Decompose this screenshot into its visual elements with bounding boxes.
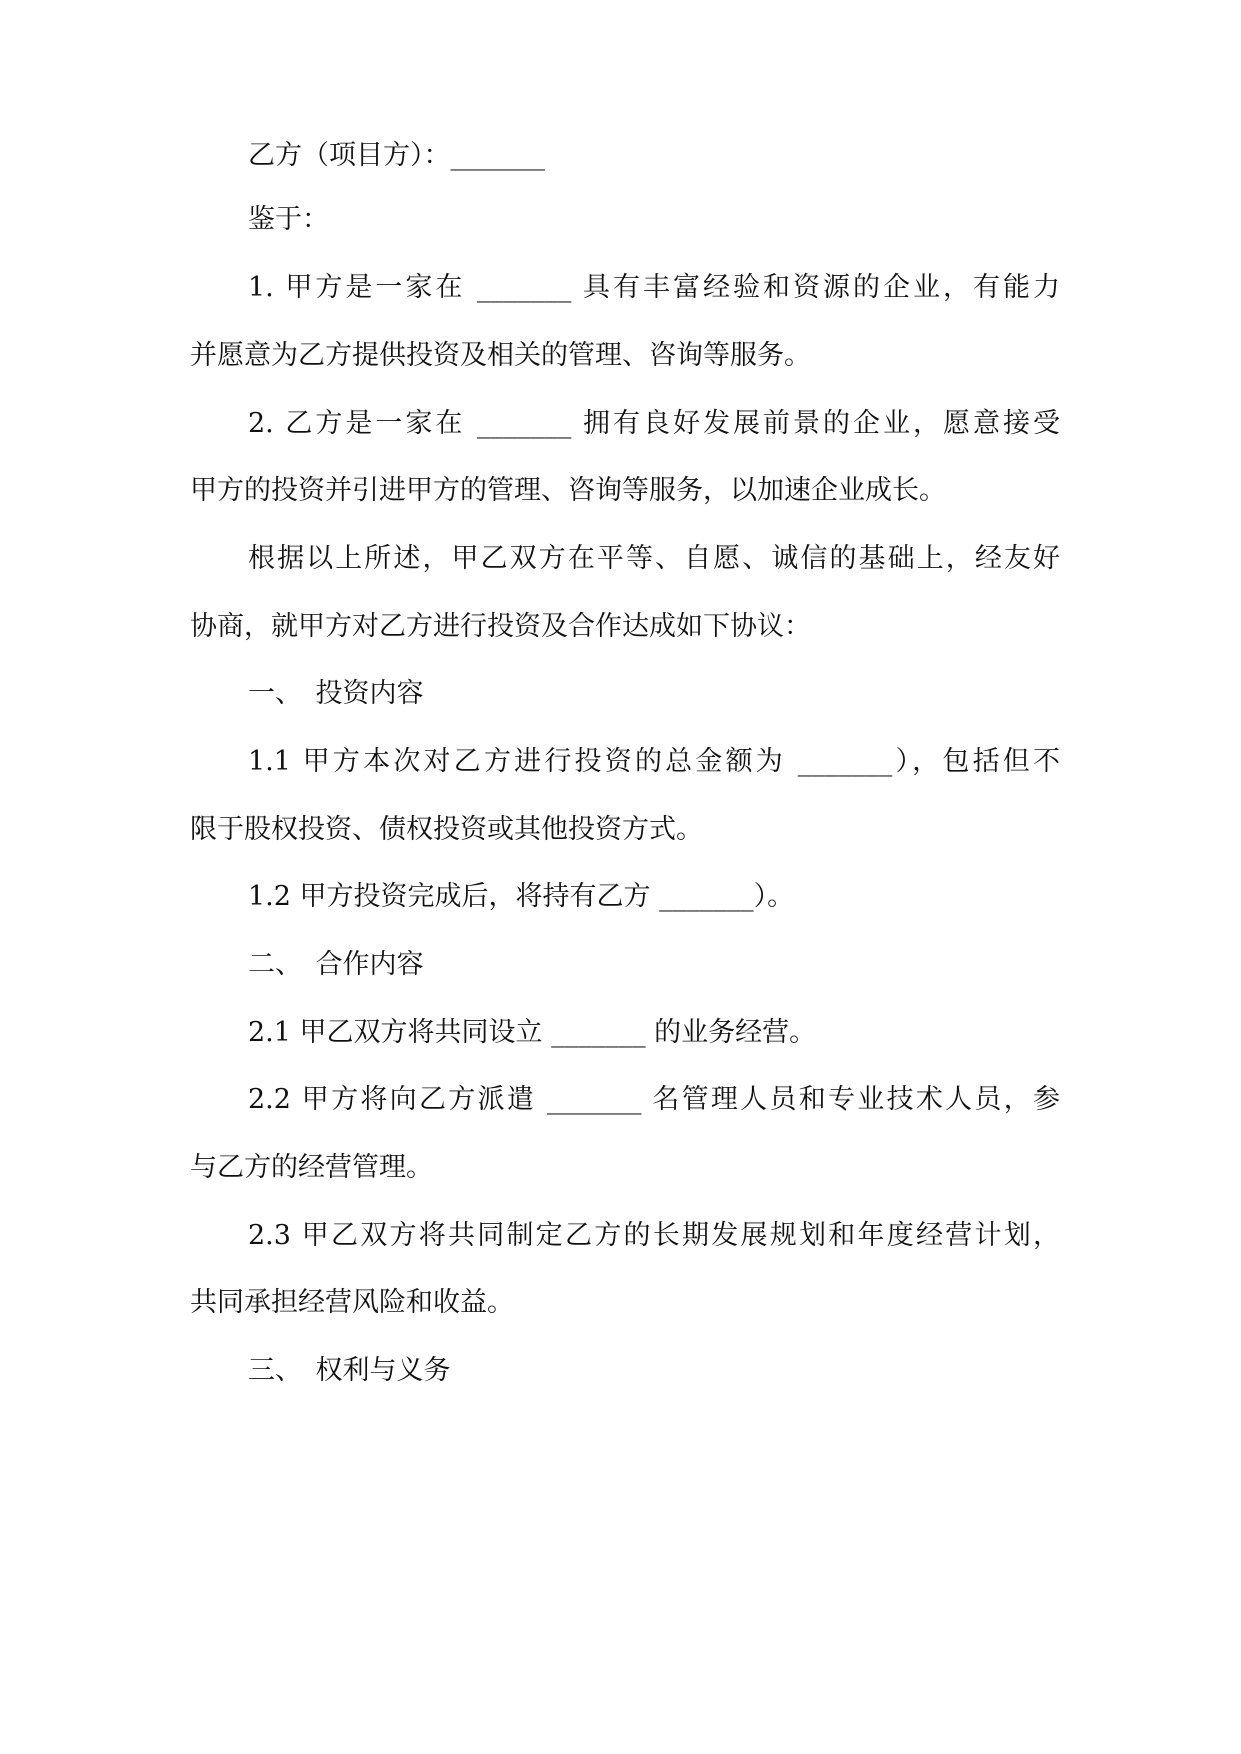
section-heading-3: 三、 权利与义务 <box>248 1355 451 1386</box>
section-heading-2: 二、 合作内容 <box>248 949 424 980</box>
preamble-line-1: 根据以上所述，甲乙双方在平等、自愿、诚信的基础上，经友好 <box>248 543 1060 574</box>
clause-2-1: 2.1 甲乙双方将共同设立 _______ 的业务经营。 <box>248 1017 817 1048</box>
whereas-item-2-line-1: 2. 乙方是一家在 _______ 拥有良好发展前景的企业，愿意接受 <box>248 408 1060 439</box>
clause-2-2-line-1: 2.2 甲方将向乙方派遣 _______ 名管理人员和专业技术人员，参 <box>248 1084 1060 1115</box>
preamble-line-2: 协商，就甲方对乙方进行投资及合作达成如下协议： <box>190 611 811 642</box>
section-heading-1: 一、 投资内容 <box>248 678 424 709</box>
whereas-item-1-line-2: 并愿意为乙方提供投资及相关的管理、咨询等服务。 <box>190 340 811 371</box>
clause-2-3-line-1: 2.3 甲乙双方将共同制定乙方的长期发展规划和年度经营计划， <box>248 1220 1060 1251</box>
whereas-item-1-line-1: 1. 甲方是一家在 _______ 具有丰富经验和资源的企业，有能力 <box>248 272 1060 303</box>
clause-1-1-line-1: 1.1 甲方本次对乙方进行投资的总金额为 _______），包括但不 <box>248 746 1060 777</box>
clause-2-3-line-2: 共同承担经营风险和收益。 <box>190 1287 514 1318</box>
party-b-line: 乙方（项目方）：_______ <box>248 140 545 171</box>
clause-1-1-line-2: 限于股权投资、债权投资或其他投资方式。 <box>190 814 703 845</box>
whereas-heading: 鉴于： <box>248 204 329 235</box>
whereas-item-2-line-2: 甲方的投资并引进甲方的管理、咨询等服务，以加速企业成长。 <box>190 475 946 506</box>
clause-2-2-line-2: 与乙方的经营管理。 <box>190 1152 433 1183</box>
clause-1-2: 1.2 甲方投资完成后，将持有乙方 _______）。 <box>248 881 795 912</box>
document-page <box>190 0 1060 1754</box>
